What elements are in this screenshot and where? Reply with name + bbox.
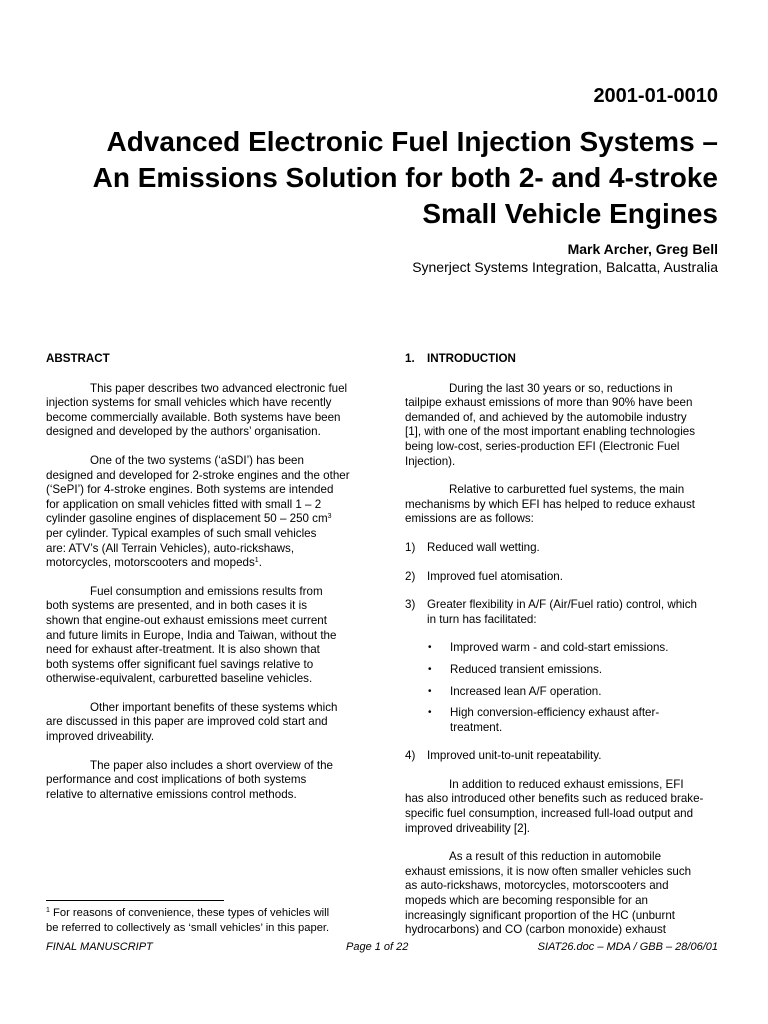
bullet-item: • Improved warm - and cold-start emissions. [428, 641, 669, 655]
footer-page-number: Page 1 of 22 [346, 941, 409, 953]
section-title: INTRODUCTION [427, 352, 516, 365]
bullet-item: • Increased lean A/F operation. [428, 684, 602, 698]
numbered-item: 3) Greater flexibility in A/F (Air/Fuel ratio) control, which in turn has facilitated: [405, 598, 697, 626]
affiliation: Synerject Systems Integration, Balcatta, Australia [412, 259, 718, 275]
introduction-heading [405, 352, 723, 367]
bullet-icon: • [428, 663, 432, 675]
paper-title [18, 124, 718, 232]
numbered-item: 4) Improved unit-to-unit repeatability. [405, 749, 602, 763]
numbered-item: 1) Reduced wall wetting. [405, 540, 540, 554]
footer-manuscript-label: FINAL MANUSCRIPT [46, 941, 153, 953]
bullet-icon: • [428, 642, 432, 654]
abstract-paragraph: One of the two systems (‘aSDI’) has been designed and developed for 2-stroke engines and the other (‘SePI’) for 4-stroke engines. Both systems are intended for application on small vehicles fitted with small 1 – 2 cylinder gasoline engines of displacement 50 – 250 $cm^3$ per cylinder. Typical examples of such small vehicles are: ATV’s (All Terrain Vehicles), auto-rickshaws, motorcycles, motorscooters and mopeds$^1$. [46, 453, 350, 570]
abstract-paragraph: The paper also includes a short overview of the performance and cost implications of both systems relative to alternative emissions control methods. [46, 758, 333, 801]
section-number: 1. [405, 352, 415, 365]
bullet-item: • High conversion-efficiency exhaust after- treatment. [428, 706, 660, 734]
bullet-icon: • [428, 707, 432, 719]
abstract-paragraph: This paper describes two advanced electronic fuel injection systems for small vehicles which have recently become commercially available. Both systems have been designed and developed by the authors’ organisation. [46, 381, 348, 439]
intro-paragraph: Relative to carburetted fuel systems, the main mechanisms by which EFI has helped to reduce exhaust emissions are as follows: [405, 483, 695, 526]
bullet-icon: • [428, 685, 432, 697]
left-column [46, 352, 366, 816]
intro-paragraph: As a result of this reduction in automobile exhaust emissions, it is now often smaller vehicles such as auto-rickshaws, motorcycles, motorscooters and mopeds which are becoming responsible for an increasingly significant proportion of the HC (unburnt hydrocarbons) and CO (carbon monoxide) exhaust [405, 850, 692, 937]
title-line: Small Vehicle Engines [422, 198, 718, 229]
intro-paragraph: During the last 30 years or so, reductions in tailpipe exhaust emissions of more than 90% have been demanded of, and achieved by the automobile industry [1], with one of the most important enabling technologies being low-cost, series-production EFI (Electronic Fuel Injection). [405, 381, 696, 468]
intro-paragraph: In addition to reduced exhaust emissions, EFI has also introduced other benefits such as reduced brake- specific fuel consumption, increased full-load output and improved driveability [2]. [405, 777, 704, 835]
footnote-marker: 1 [46, 907, 50, 914]
title-line: An Emissions Solution for both 2- and 4-stroke [92, 162, 718, 193]
abstract-heading: ABSTRACT [46, 352, 110, 365]
abstract-paragraph: Fuel consumption and emissions results from both systems are presented, and in both cases it is shown that engine-out exhaust emissions meet current and future limits in Europe, India and Taiwan, without the need for exhaust after-treatment. It is also shown that both systems offer significant fuel savings relative to otherwise-equivalent, carburetted baseline vehicles. [46, 584, 337, 686]
paper-number: 2001-01-0010 [593, 85, 718, 107]
right-column [405, 352, 723, 952]
footnote-reference: 1 [254, 557, 259, 565]
bullet-list [405, 641, 723, 735]
title-line: Advanced Electronic Fuel Injection Systems – [106, 126, 718, 157]
superscript-cubed: 3 [327, 513, 332, 521]
authors: Mark Archer, Greg Bell [567, 241, 718, 257]
footer-document-info: SIAT26.doc – MDA / GBB – 28/06/01 [537, 941, 718, 953]
numbered-item: 2) Improved fuel atomisation. [405, 569, 563, 583]
footnote: $^1$ For reasons of convenience, these types of vehicles will be referred to collectively as ‘small vehicles’ in this paper. [46, 907, 330, 934]
footnote-divider [46, 900, 224, 901]
bullet-item: • Reduced transient emissions. [428, 662, 603, 676]
abstract-paragraph: Other important benefits of these systems which are discussed in this paper are improved cold start and improved driveability. [46, 700, 338, 744]
